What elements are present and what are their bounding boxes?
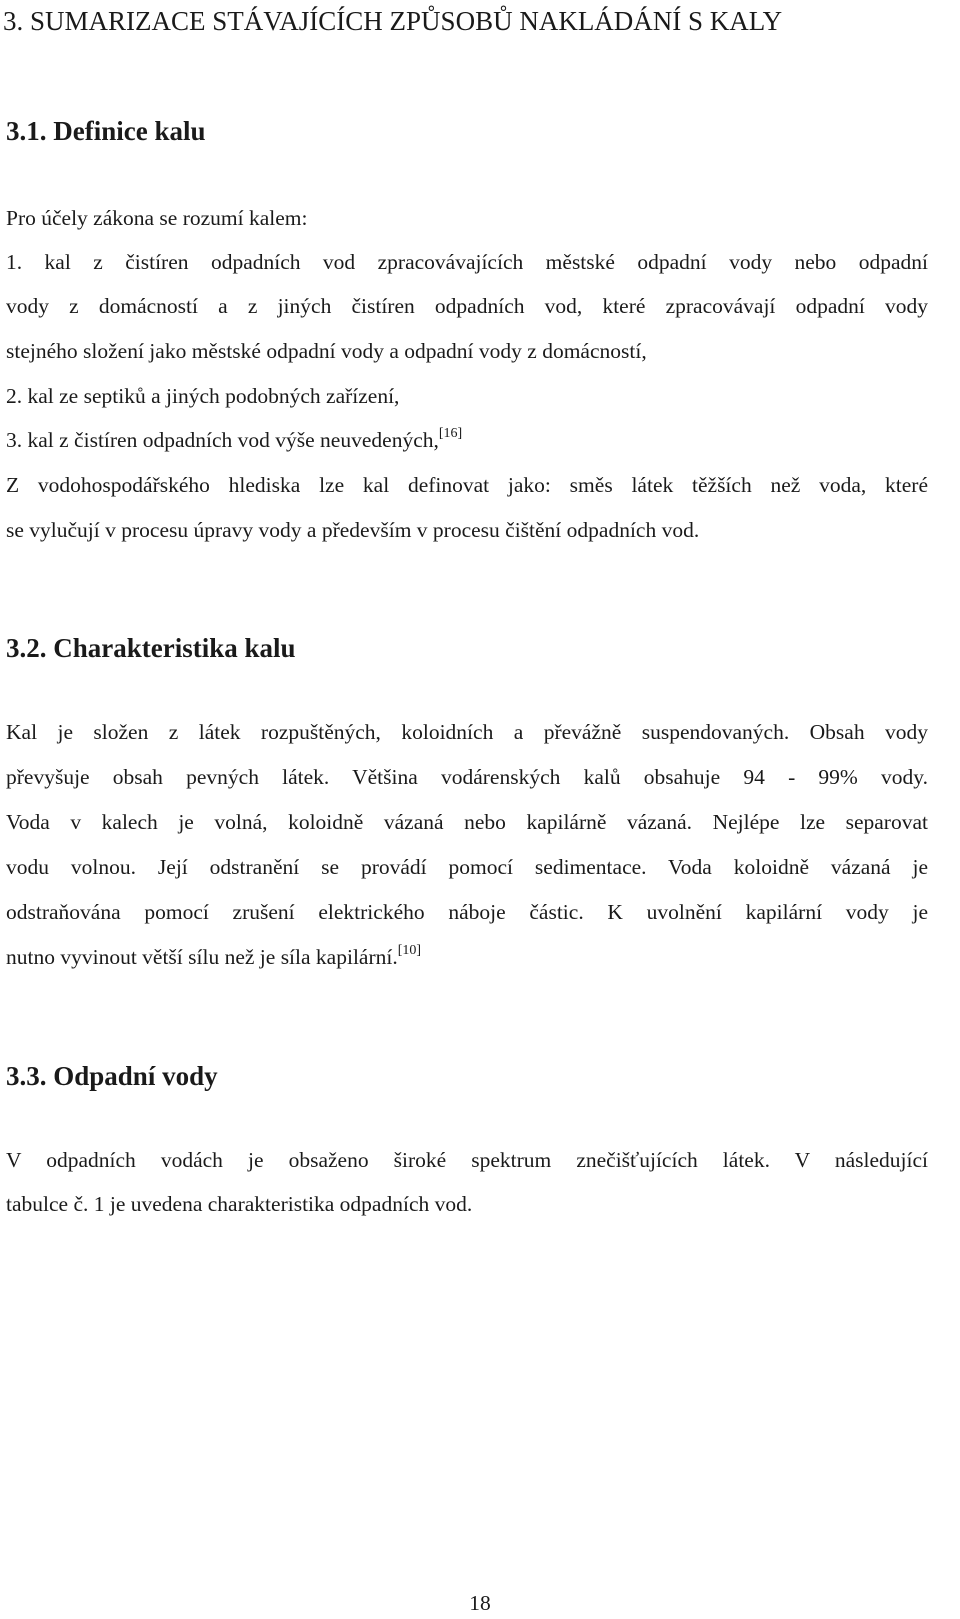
list-item-1-line-2: vody z domácností a z jiných čistíren odpadních vod, které zpracovávají odpadní vody — [6, 294, 928, 318]
characteristics-line-2: převyšuje obsah pevných látek. Většina vodárenských kalů obsahuje 94 - 99% vody. — [6, 765, 928, 789]
list-item-3 — [6, 425, 928, 455]
chapter-heading: 3. SUMARIZACE STÁVAJÍCÍCH ZPŮSOBŮ NAKLÁDÁNÍ S KALY — [3, 6, 783, 36]
characteristics-line-6-text: nutno vyvinout větší sílu než je síla kapilární. — [6, 945, 398, 969]
list-item-2: 2. kal ze septiků a jiných podobných zařízení, — [6, 384, 400, 408]
list-item-3-text: 3. kal z čistíren odpadních vod výše neuvedených, — [6, 428, 439, 452]
citation-16: [16] — [438, 426, 463, 441]
characteristics-line-1: Kal je složen z látek rozpuštěných, koloidních a převážně suspendovaných. Obsah vody — [6, 720, 928, 744]
wastewater-line-2: tabulce č. 1 je uvedena charakteristika odpadních vod. — [6, 1192, 473, 1216]
definition-line-2: se vylučují v procesu úpravy vody a především v procesu čištění odpadních vod. — [6, 518, 700, 542]
definition-intro: Pro účely zákona se rozumí kalem: — [6, 206, 308, 230]
list-item-1-line-3: stejného složení jako městské odpadní vody a odpadní vody z domácností, — [6, 339, 647, 363]
list-item-1-line-1: 1. kal z čistíren odpadních vod zpracovávajících městské odpadní vody nebo odpadní — [6, 250, 928, 274]
characteristics-line-3: Voda v kalech je volná, koloidně vázaná nebo kapilárně vázaná. Nejlépe lze separovat — [6, 810, 928, 834]
characteristics-line-6 — [6, 942, 928, 972]
section-title-3-3: 3.3. Odpadní vody — [6, 1061, 218, 1091]
page-number: 18 — [469, 1591, 491, 1615]
section-title-3-1: 3.1. Definice kalu — [6, 116, 206, 146]
characteristics-line-5: odstraňována pomocí zrušení elektrického náboje částic. K uvolnění kapilární vody je — [6, 900, 928, 924]
citation-10: [10] — [397, 943, 422, 958]
definition-line-1: Z vodohospodářského hlediska lze kal definovat jako: směs látek těžších než voda, které — [6, 473, 928, 497]
section-title-3-2: 3.2. Charakteristika kalu — [6, 633, 296, 663]
characteristics-line-4: vodu volnou. Její odstranění se provádí pomocí sedimentace. Voda koloidně vázaná je — [6, 855, 928, 879]
wastewater-line-1: V odpadních vodách je obsaženo široké spektrum znečišťujících látek. V následující — [6, 1148, 928, 1172]
